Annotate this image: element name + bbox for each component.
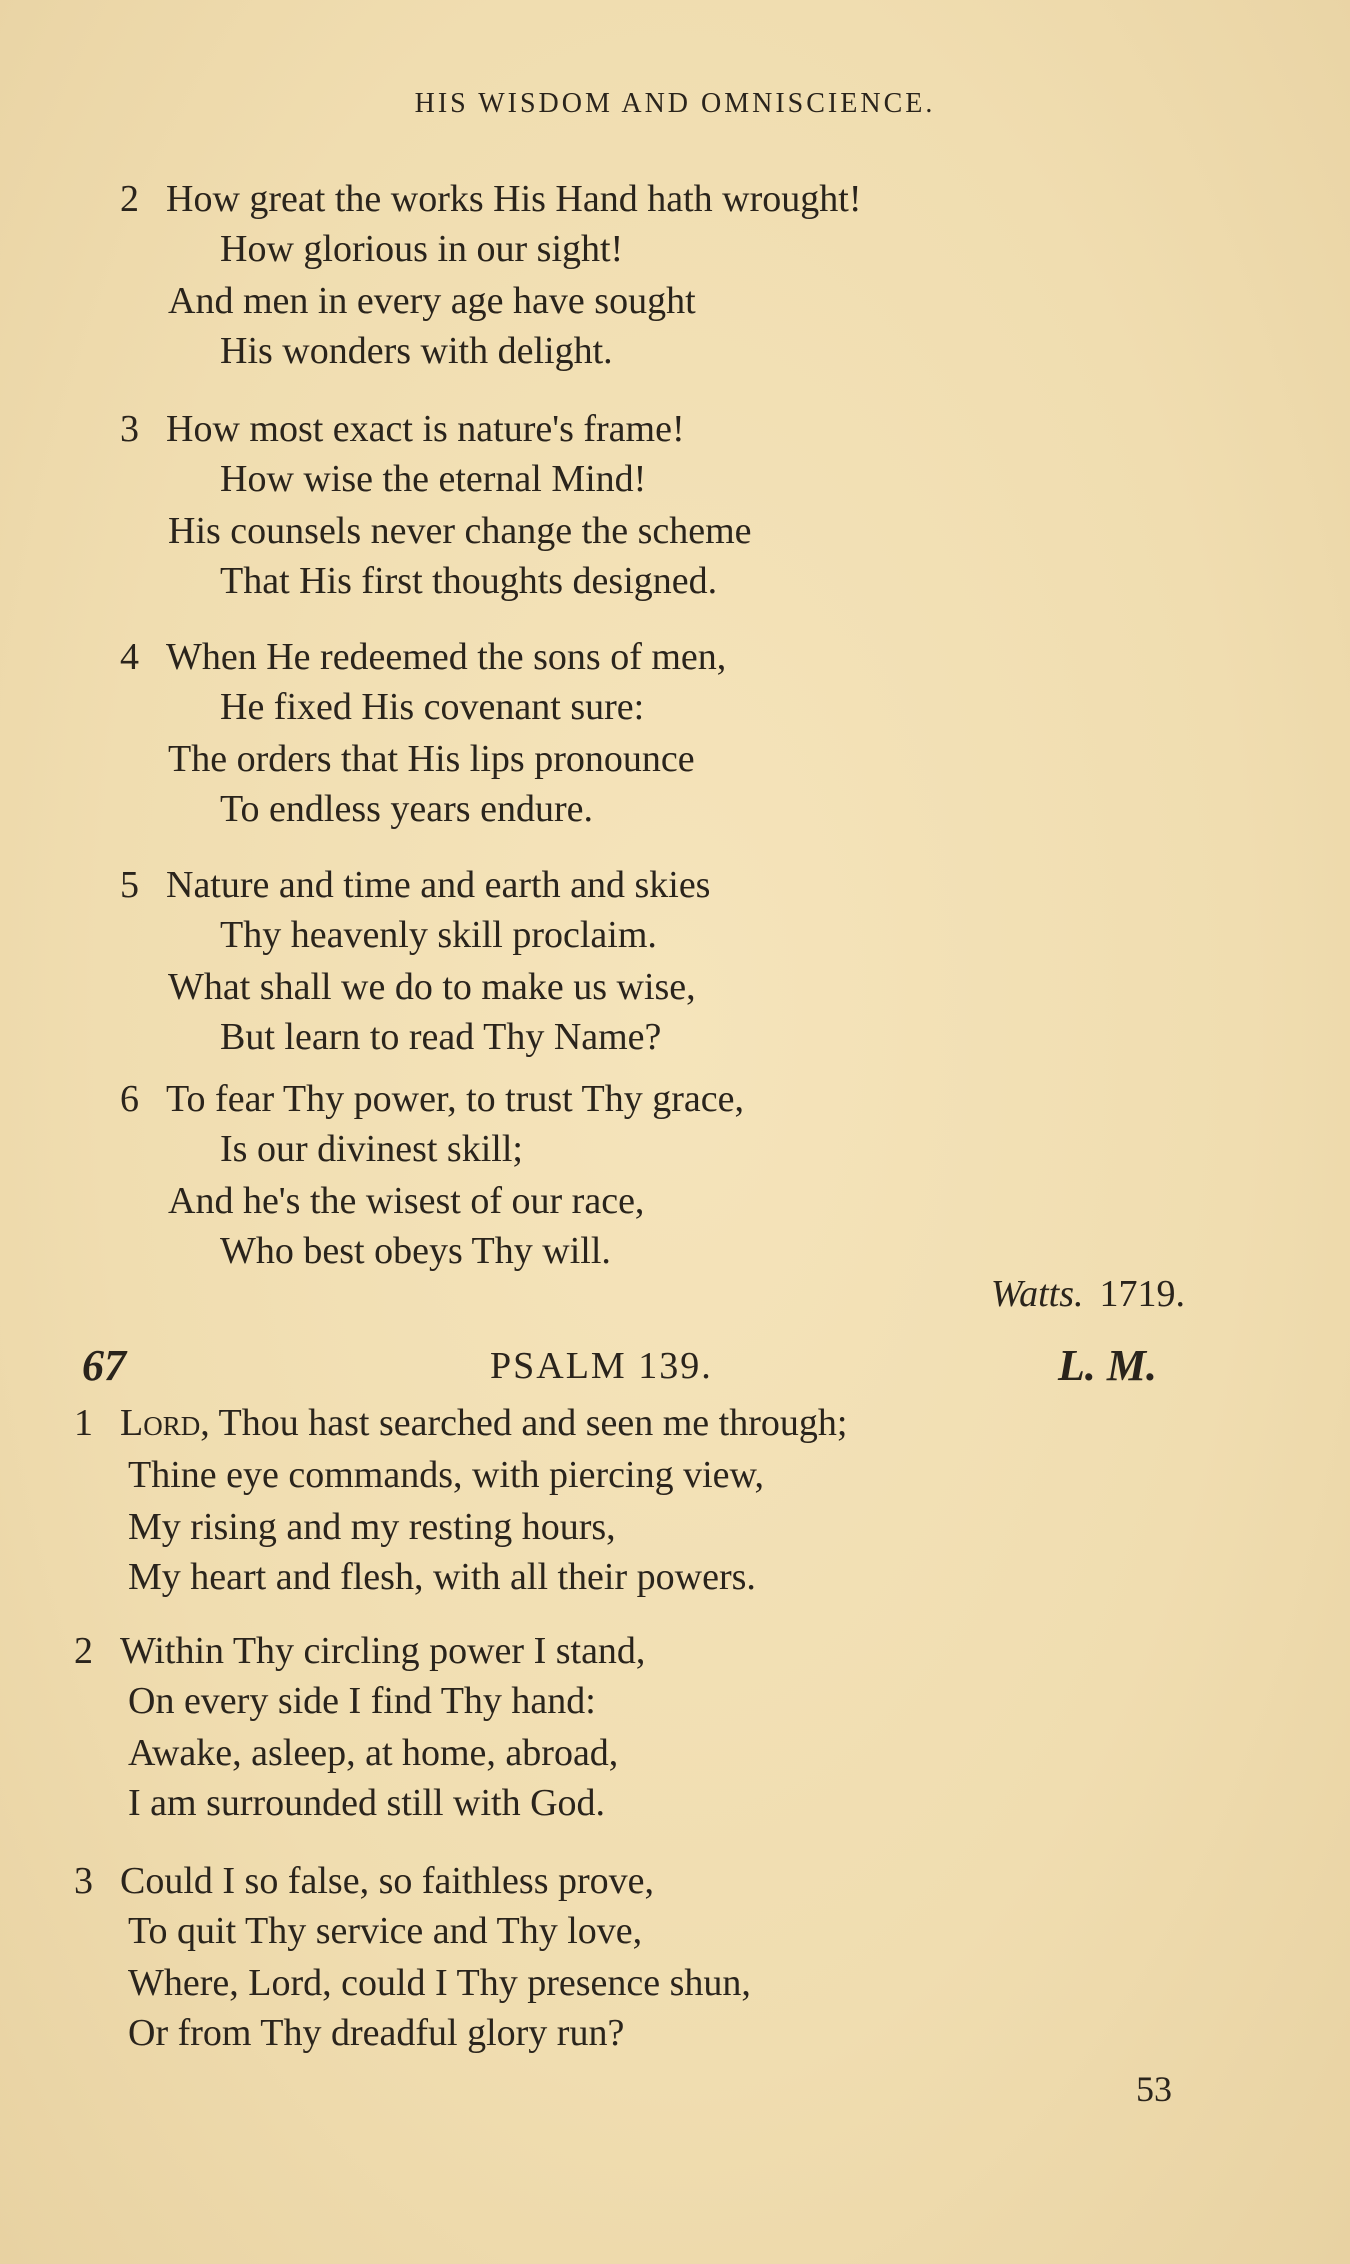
hymn-meter: L. M. bbox=[1058, 1341, 1157, 1390]
stanza-line: And men in every age have sought bbox=[168, 280, 696, 322]
stanza-line: But learn to read Thy Name? bbox=[220, 1016, 662, 1058]
stanza-line: 3 Could I so false, so faithless prove, bbox=[74, 1860, 655, 1902]
small-caps-word: Lord bbox=[120, 1402, 201, 1444]
attribution bbox=[991, 1272, 1185, 1316]
stanza-line: The orders that His lips pronounce bbox=[168, 738, 695, 780]
stanza-line: 2 How great the works His Hand hath wrought! bbox=[120, 178, 862, 220]
stanza-number: 4 bbox=[120, 636, 139, 678]
stanza-line: How wise the eternal Mind! bbox=[220, 458, 647, 500]
stanza-line: How glorious in our sight! bbox=[220, 228, 624, 270]
stanza-line: That His first thoughts designed. bbox=[220, 560, 718, 602]
stanza-line: To quit Thy service and Thy love, bbox=[128, 1910, 643, 1952]
stanza-line: And he's the wisest of our race, bbox=[168, 1180, 645, 1222]
hymn-title: PSALM 139. bbox=[490, 1345, 713, 1387]
stanza-line: 3 How most exact is nature's frame! bbox=[120, 408, 685, 450]
stanza-number: 3 bbox=[120, 408, 139, 450]
stanza-line: Who best obeys Thy will. bbox=[220, 1230, 611, 1272]
attribution-author: Watts. bbox=[990, 1273, 1084, 1315]
stanza-line: What shall we do to make us wise, bbox=[168, 966, 696, 1008]
stanza-number: 3 bbox=[74, 1860, 93, 1902]
stanza-line: To endless years endure. bbox=[220, 788, 593, 830]
stanza-number: 1 bbox=[74, 1402, 93, 1444]
stanza-line: Or from Thy dreadful glory run? bbox=[128, 2012, 625, 2054]
page-number: 53 bbox=[1136, 2069, 1172, 2109]
stanza-line: His counsels never change the scheme bbox=[168, 510, 752, 552]
stanza-number: 2 bbox=[74, 1630, 93, 1672]
stanza-line: 5 Nature and time and earth and skies bbox=[120, 864, 711, 906]
stanza-line: My heart and flesh, with all their powers. bbox=[128, 1556, 756, 1598]
hymn-heading bbox=[0, 1340, 1350, 1390]
stanza-line: 6 To fear Thy power, to trust Thy grace, bbox=[120, 1078, 744, 1120]
stanza-line: His wonders with delight. bbox=[220, 330, 613, 372]
stanza-number: 2 bbox=[120, 178, 139, 220]
stanza-line: Is our divinest skill; bbox=[220, 1128, 523, 1170]
stanza-line: He fixed His covenant sure: bbox=[220, 686, 645, 728]
stanza-line: I am surrounded still with God. bbox=[128, 1782, 606, 1824]
stanza-line: On every side I find Thy hand: bbox=[128, 1680, 596, 1722]
stanza-line: My rising and my resting hours, bbox=[128, 1506, 616, 1548]
stanza-line: 4 When He redeemed the sons of men, bbox=[120, 636, 727, 678]
stanza-line: Thy heavenly skill proclaim. bbox=[220, 914, 657, 956]
hymn-number: 67 bbox=[82, 1341, 126, 1390]
stanza-number: 5 bbox=[120, 864, 139, 906]
stanza-line: Where, Lord, could I Thy presence shun, bbox=[128, 1962, 751, 2004]
stanza-line: Thine eye commands, with piercing view, bbox=[128, 1454, 764, 1496]
stanza-line: Awake, asleep, at home, abroad, bbox=[128, 1732, 619, 1774]
stanza-line: 1 Lord, Thou hast searched and seen me through; bbox=[74, 1402, 848, 1444]
stanza-number: 6 bbox=[120, 1078, 139, 1120]
stanza-line: 2 Within Thy circling power I stand, bbox=[74, 1630, 646, 1672]
attribution-year: 1719. bbox=[1099, 1273, 1185, 1315]
running-head: HIS WISDOM AND OMNISCIENCE. bbox=[414, 88, 936, 119]
